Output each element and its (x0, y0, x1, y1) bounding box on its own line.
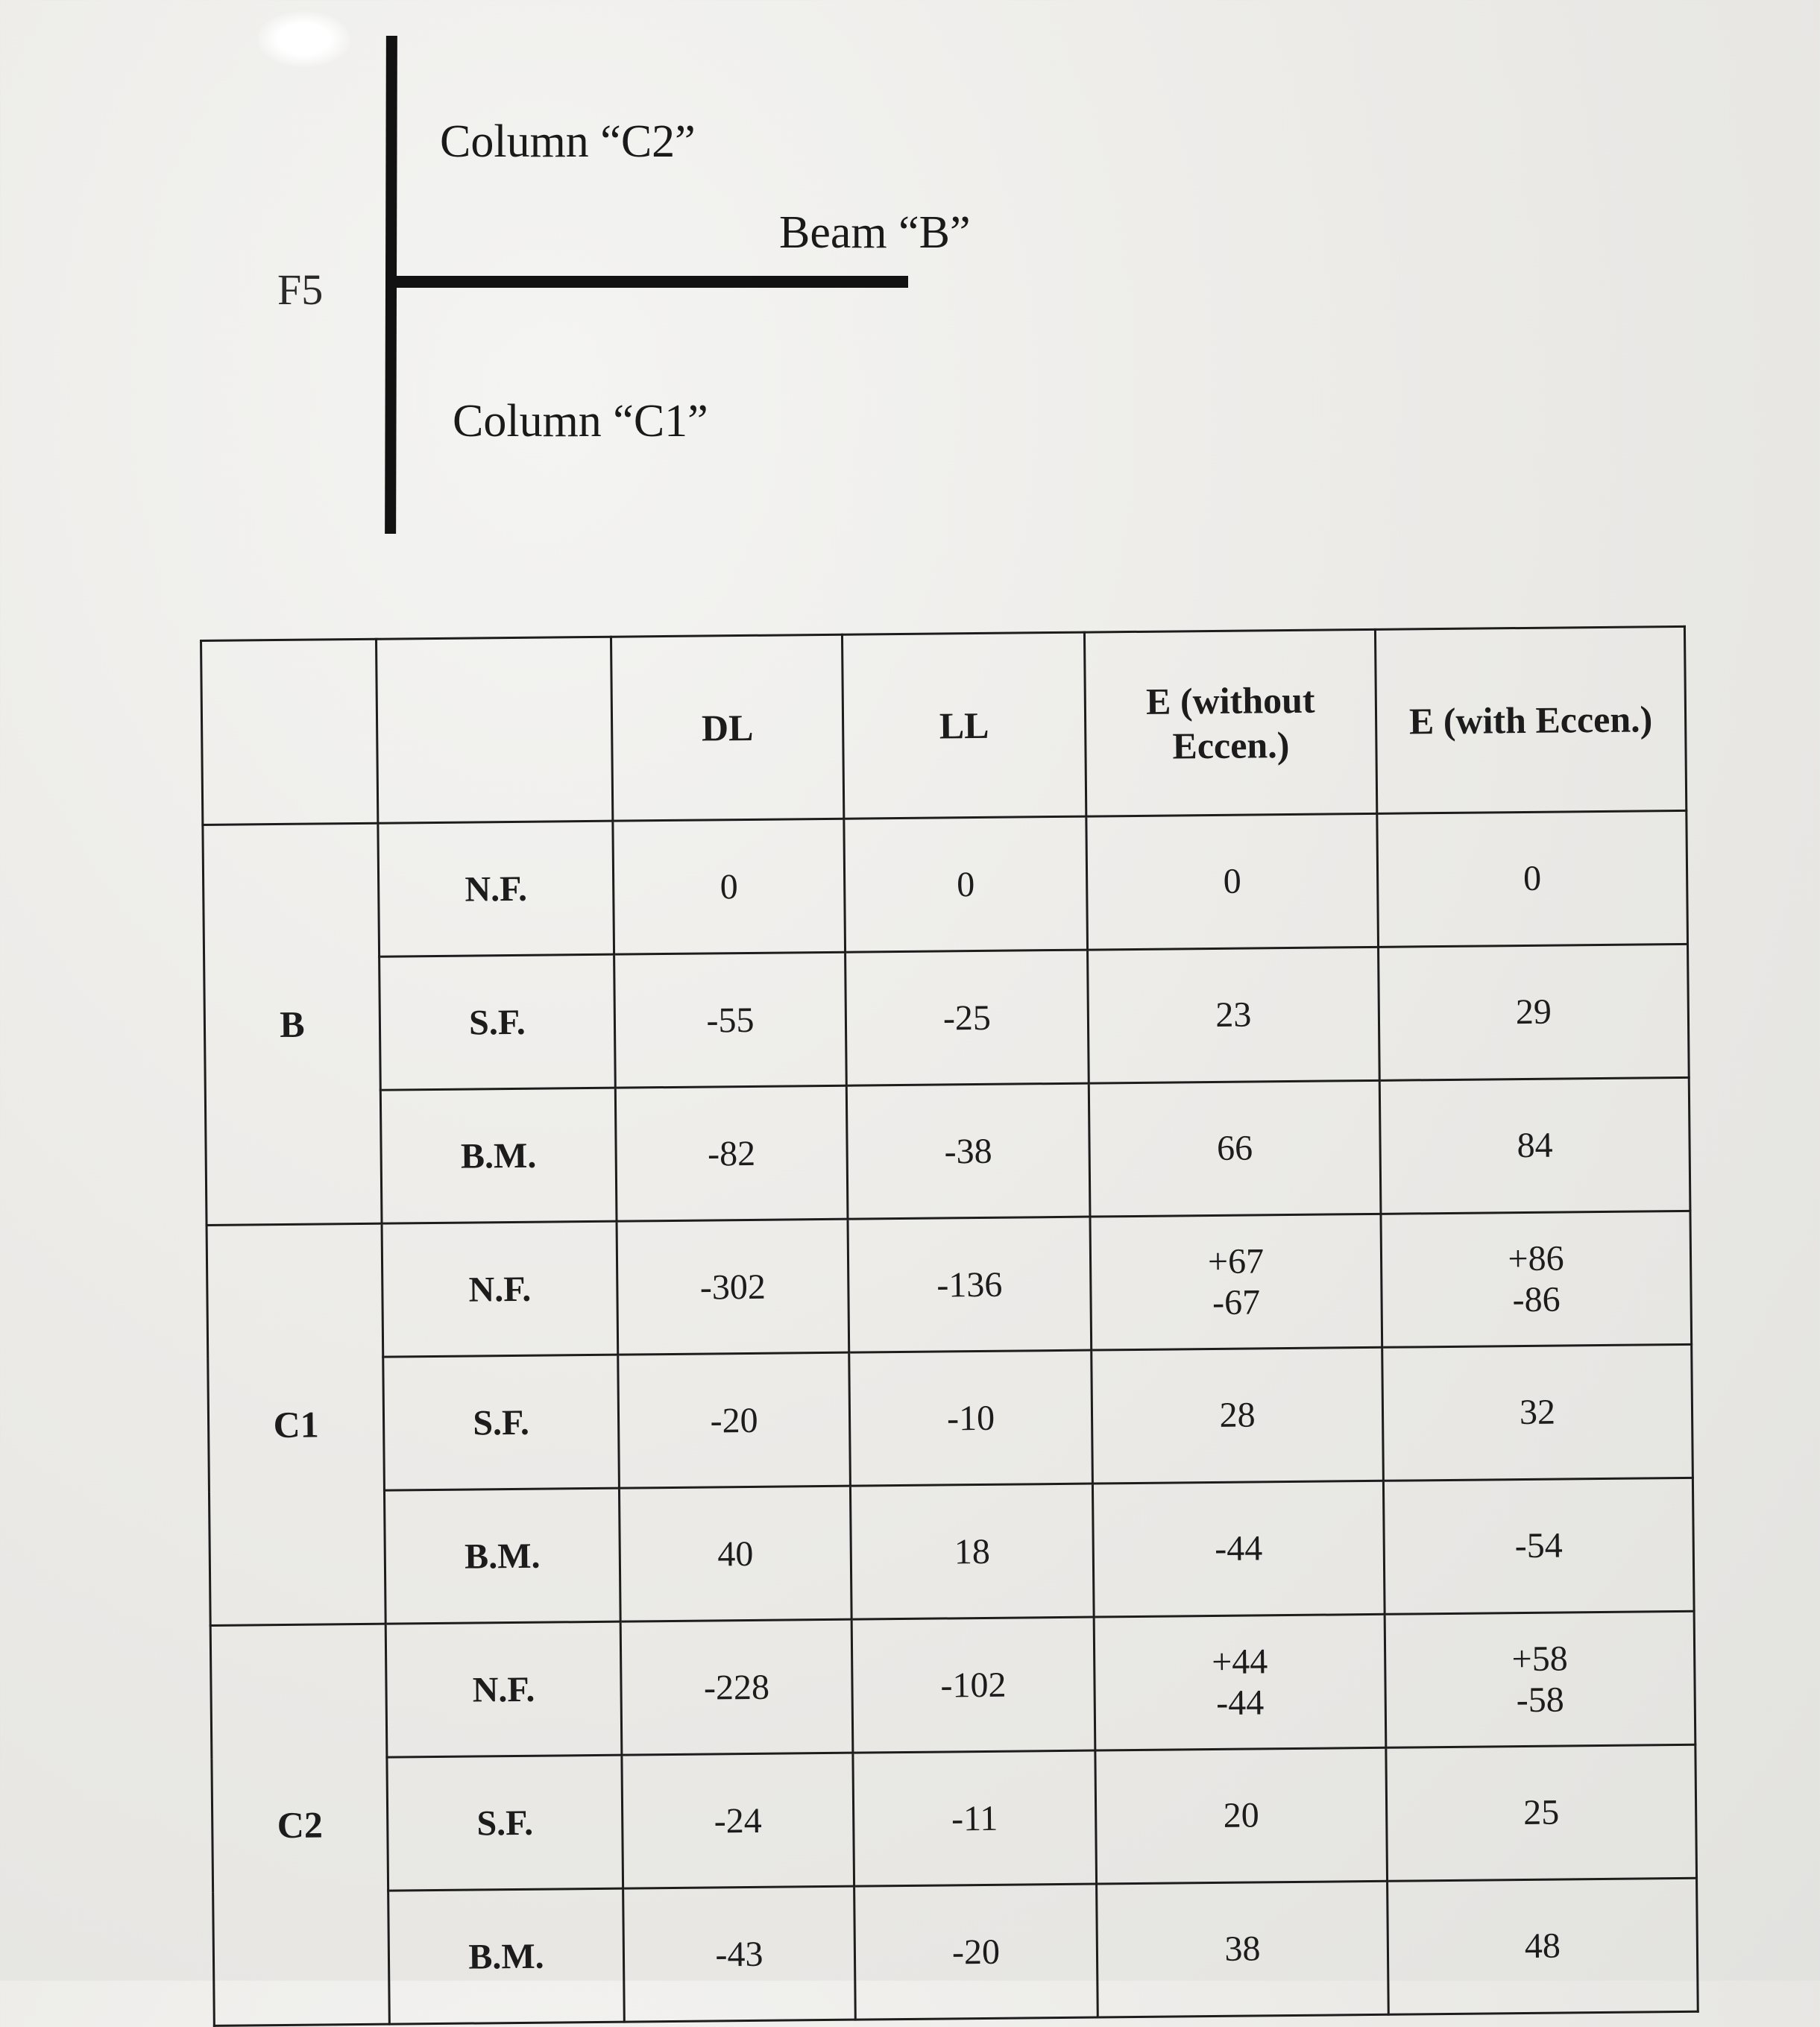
cell-value: +44 (1211, 1642, 1268, 1682)
cell-value: -44 (1216, 1683, 1265, 1723)
header-e-without-eccen: E (without Eccen.) (1084, 629, 1376, 816)
header-ll: LL (842, 632, 1086, 819)
table-row (205, 1077, 1690, 1225)
dl-cell: -43 (623, 1886, 856, 2022)
e-without-cell (1086, 813, 1379, 950)
cell-value: 66 (1216, 1128, 1253, 1169)
ll-cell: 0 (844, 816, 1088, 952)
ll-cell: 18 (850, 1484, 1094, 1619)
table-row (204, 944, 1690, 1091)
e-without-cell (1092, 1347, 1384, 1484)
e-with-cell (1386, 1744, 1697, 1881)
cell-value: -58 (1516, 1680, 1564, 1721)
e-with-cell (1379, 944, 1690, 1080)
e-with-cell (1383, 1478, 1694, 1614)
cell-value: +67 (1207, 1241, 1265, 1282)
table-row (208, 1344, 1693, 1492)
cell-value: 38 (1224, 1929, 1261, 1970)
e-with-cell (1385, 1611, 1695, 1747)
forces-table-wrapper (200, 625, 1697, 2027)
quantity-cell: N.F. (385, 1621, 622, 1757)
beam-b-label: Beam “B” (779, 207, 971, 258)
cell-value: 29 (1515, 992, 1552, 1033)
e-without-cell (1092, 1481, 1385, 1617)
table-row (209, 1478, 1694, 1625)
column-c2-label: Column “C2” (440, 116, 696, 167)
dl-cell: -302 (617, 1219, 849, 1355)
table-body (203, 810, 1698, 2026)
table-row (210, 1611, 1695, 1759)
cell-value: 48 (1524, 1926, 1561, 1967)
cell-value: +86 (1508, 1238, 1564, 1279)
beam-line (395, 276, 908, 288)
quantity-cell: B.M. (388, 1888, 625, 2024)
e-without-cell (1089, 1080, 1381, 1217)
e-without-cell (1095, 1747, 1388, 1884)
cell-value: 32 (1519, 1393, 1556, 1433)
dl-cell: 0 (613, 819, 846, 954)
ll-cell: -102 (851, 1617, 1095, 1753)
column-c1-label: Column “C1” (453, 396, 708, 447)
ll-cell: -25 (846, 950, 1089, 1085)
table-row (212, 1744, 1697, 1892)
dl-cell: -55 (614, 952, 847, 1088)
cell-value: +58 (1511, 1639, 1568, 1679)
header-e-with-eccen: E (with Eccen.) (1375, 626, 1686, 813)
e-with-cell (1388, 1878, 1698, 2014)
cell-value: -67 (1212, 1282, 1261, 1323)
e-with-cell (1382, 1344, 1693, 1481)
cell-value: 28 (1219, 1395, 1256, 1436)
cell-value: 84 (1517, 1126, 1553, 1166)
quantity-cell: S.F. (380, 954, 616, 1090)
table-row (207, 1211, 1692, 1358)
frame-diagram (0, 0, 1044, 544)
cell-value: 0 (1523, 859, 1542, 899)
e-without-cell (1094, 1614, 1386, 1750)
dl-cell: 40 (619, 1486, 851, 1621)
header-dl: DL (611, 634, 843, 821)
member-cell: C2 (210, 1624, 389, 2026)
cell-value: -44 (1215, 1528, 1263, 1569)
table-header-row (201, 626, 1687, 825)
dl-cell: -24 (622, 1753, 854, 1888)
forces-table (200, 625, 1699, 2027)
member-cell: B (203, 823, 382, 1225)
dl-cell: -228 (620, 1619, 853, 1755)
table-row (203, 810, 1688, 958)
e-without-cell (1090, 1214, 1382, 1350)
header-cell (377, 637, 613, 823)
table-row (213, 1878, 1698, 2026)
e-with-cell (1381, 1211, 1692, 1347)
e-with-cell (1379, 1077, 1690, 1214)
quantity-cell: B.M. (384, 1488, 620, 1624)
quantity-cell: B.M. (380, 1088, 617, 1223)
quantity-cell: N.F. (382, 1221, 618, 1357)
ll-cell: -11 (853, 1750, 1097, 1886)
joint-f5-label: F5 (277, 265, 324, 314)
cell-value: 25 (1523, 1792, 1560, 1833)
quantity-cell: S.F. (383, 1355, 620, 1490)
quantity-cell: S.F. (387, 1755, 623, 1891)
e-without-cell (1097, 1881, 1389, 2017)
ll-cell: -20 (854, 1884, 1098, 2020)
dl-cell: -20 (618, 1352, 851, 1488)
cell-value: 0 (1223, 862, 1241, 902)
header-cell (201, 639, 378, 825)
ll-cell: -10 (849, 1350, 1093, 1486)
ll-cell: -136 (848, 1217, 1092, 1352)
cell-value: -86 (1512, 1279, 1561, 1320)
quantity-cell: N.F. (378, 821, 614, 956)
e-without-cell (1088, 947, 1380, 1083)
cell-value: 23 (1215, 994, 1252, 1035)
cell-value: 20 (1223, 1795, 1259, 1836)
member-cell: C1 (207, 1223, 385, 1625)
e-with-cell (1377, 810, 1688, 947)
ll-cell: -38 (846, 1083, 1090, 1219)
cell-value: -54 (1514, 1525, 1563, 1566)
dl-cell: -82 (615, 1085, 848, 1221)
